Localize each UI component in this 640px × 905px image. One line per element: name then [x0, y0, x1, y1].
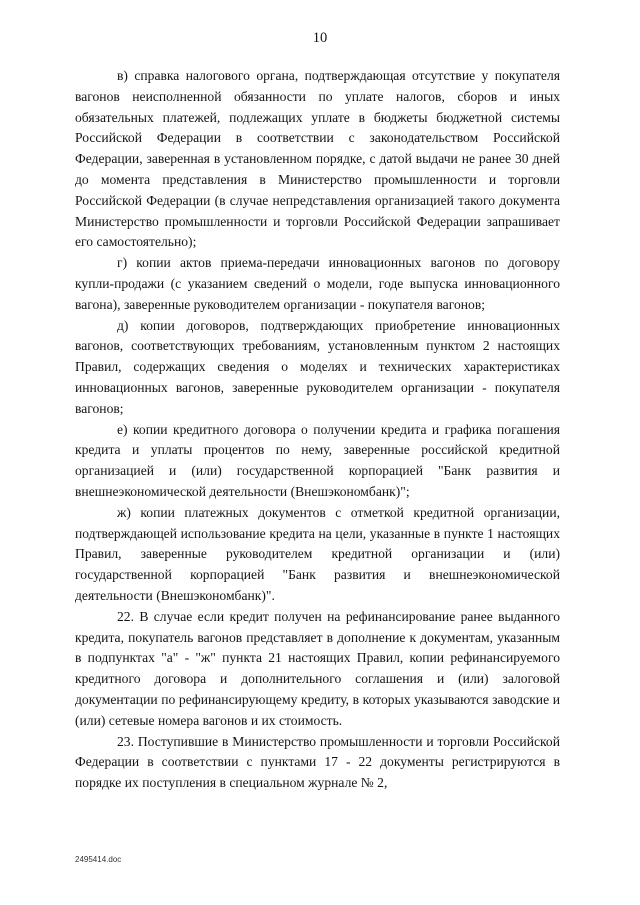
paragraph-23-registration: 23. Поступившие в Министерство промышленности и торговли Российской Федерации в соответствии с пунктами 17 - 22 документы регистрируются в порядке их поступления в специальном журнале № 2,	[75, 733, 560, 791]
paragraph-d-purchase-contracts: д) копии договоров, подтверждающих приобретение инновационных вагонов, соответствующих требованиям, установленным пунктом 2 настоящих Правил, содержащих сведения о моделях и технических характеристиках инновационных вагонов, заверенные руководителем организации - покупателя вагонов;	[75, 317, 560, 416]
paragraph-v-tax-certificate: в) справка налогового органа, подтверждающая отсутствие у покупателя вагонов неисполненной обязанности по уплате налогов, сборов и иных обязательных платежей, подлежащих уплате в бюджеты бюджетной системы Российской Федерации в соответствии с законодательством Российской Федерации, заверенная в установленном порядке, с датой выдачи не ранее 30 дней до момента представления в Министерство промышленности и торговли Российской Федерации (в случае непредставления организацией такого документа Министерство промышленности и торговли Российской Федерации запрашивает его самостоятельно);	[75, 68, 560, 250]
paragraph-e-credit-agreement: е) копии кредитного договора о получении кредита и графика погашения кредита и уплаты процентов по нему, заверенные российской кредитной организацией и (или) государственной корпорацией "Банк развития и внешнеэкономической деятельности (Внешэкономбанк)";	[75, 421, 560, 499]
page-number: 10	[312, 30, 328, 46]
paragraph-22-refinancing: 22. В случае если кредит получен на рефинансирование ранее выданного кредита, покупатель вагонов представляет в дополнение к документам, указанным в подпунктах "а" - "ж" пункта 21 настоящих Правил, копии рефинансируемого кредитного договора и дополнительного соглашения и (или) залоговой документации по рефинансирующему кредиту, в которых указываются заводские и (или) сетевые номера вагонов и их стоимость.	[75, 608, 560, 728]
footer-file-name: 2495414.doc	[75, 855, 122, 864]
paragraph-g-acceptance-acts: г) копии актов приема-передачи инновационных вагонов по договору купли-продажи (с указанием сведений о модели, годе выпуска инновационного вагона), заверенные руководителем организации - покупателя вагонов;	[75, 255, 560, 312]
document-body	[75, 66, 560, 794]
paragraph-zh-payment-documents: ж) копии платежных документов с отметкой кредитной организации, подтверждающей использование кредита на цели, указанные в пункте 1 настоящих Правил, заверенные руководителем кредитной организации и (или) государственной корпорацией "Банк развития и внешнеэкономической деятельности (Внешэкономбанк)".	[75, 504, 560, 603]
